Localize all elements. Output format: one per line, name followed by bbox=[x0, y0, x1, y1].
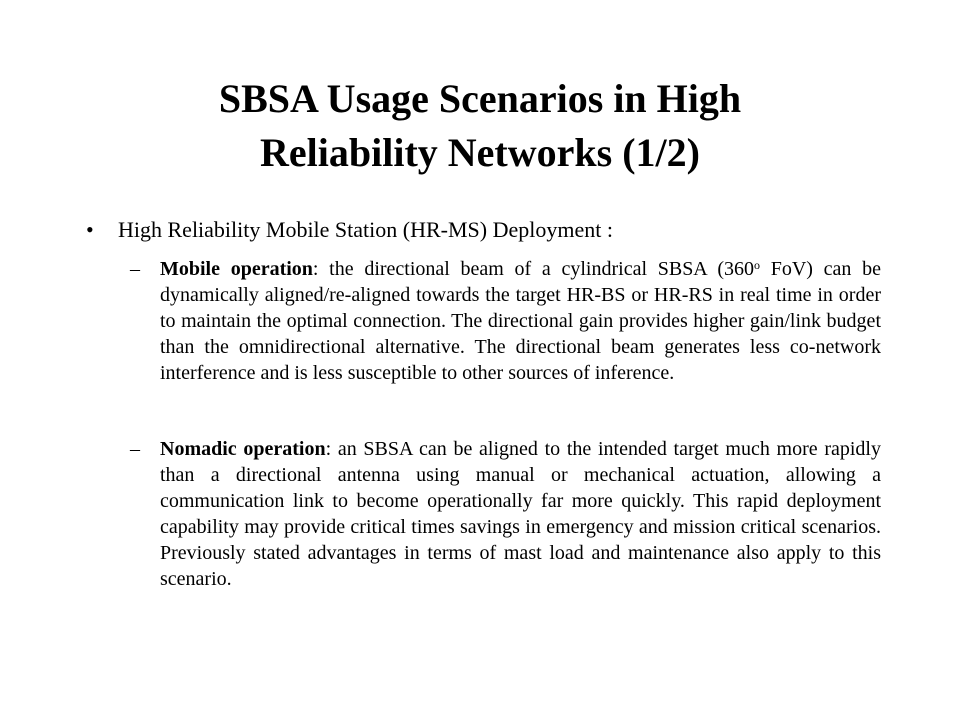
sub-bullet-marker: – bbox=[130, 258, 140, 280]
slide-title-line-1: SBSA Usage Scenarios in High bbox=[218, 76, 742, 121]
sub-bullet-term: Mobile operation bbox=[160, 258, 313, 280]
degree-superscript: o bbox=[754, 258, 761, 272]
bullet-text: High Reliability Mobile Station (HR-MS) Deployment : bbox=[118, 217, 613, 242]
sub-bullet-body-end: FoV) can be dynamically aligned/re-aligned towards the target HR-BS or HR-RS in real time in order to maintain the optimal connection. The directional gain provides higher gain/link budget than the omnidirectional alternative. The directional beam generates less co-network interference and is less susceptible to other sources of inference. bbox=[160, 258, 882, 384]
bullet-marker: • bbox=[86, 217, 94, 242]
sub-bullet-body-start: : the directional beam of a cylindrical SBSA (360 bbox=[312, 258, 755, 280]
sub-bullet-body: : an SBSA can be aligned to the intended target much more rapidly than a directional antenna using manual or mechanical actuation, allowing a communication link to become operationally far more quickly. This rapid deployment capability may provide critical times savings in emergency and mission critical scenarios. Previously stated advantages in terms of mast load and maintenance also apply to this scenario. bbox=[160, 438, 881, 590]
slide-title bbox=[80, 72, 880, 180]
sub-bullet-term: Nomadic operation bbox=[160, 438, 326, 460]
sub-bullet-marker: – bbox=[130, 438, 140, 460]
sub-bullet-text bbox=[160, 436, 881, 592]
sub-bullet-text bbox=[160, 256, 881, 386]
slide-title-line-2: Reliability Networks (1/2) bbox=[260, 130, 700, 175]
